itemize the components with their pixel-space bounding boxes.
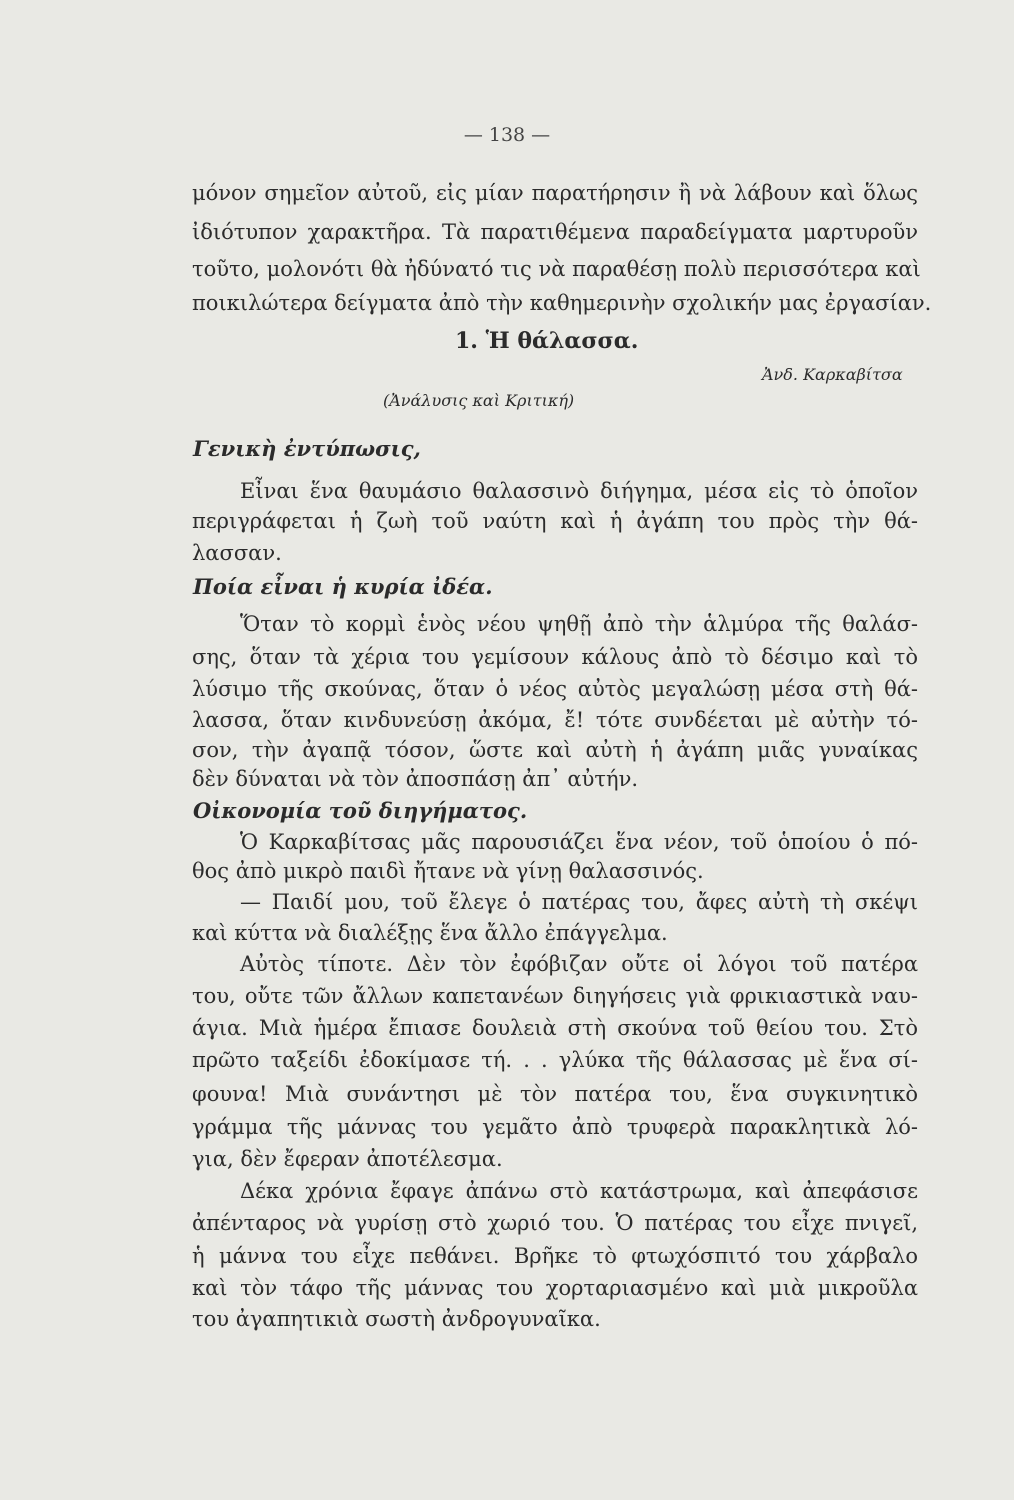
- text-line: για, δὲν ἔφεραν ἀποτέλεσμα.: [192, 1147, 503, 1171]
- text-line: περιγράφεται ἡ ζωὴ τοῦ ναύτη καὶ ἡ ἀγάπη του πρὸς τὴν θά-: [192, 509, 918, 533]
- intro-line: ποικιλώτερα δείγματα ἀπὸ τὴν καθημερινὴν σχολικήν μας ἐργασίαν.: [192, 291, 932, 315]
- text-line: ἀπένταρος νὰ γυρίσῃ στὸ χωριό του. Ὁ πατέρας του εἶχε πνιγεῖ,: [192, 1211, 918, 1235]
- section-heading-main-idea: Ποία εἶναι ἡ κυρία ἰδέα.: [193, 574, 493, 599]
- intro-line: ἰδιότυπον χαρακτῆρα. Τὰ παρατιθέμενα παραδείγματα μαρτυροῦν: [192, 220, 918, 244]
- text-line: λασσαν.: [192, 541, 282, 565]
- text-line: του, οὔτε τῶν ἄλλων καπετανέων διηγήσεις γιὰ φρικιαστικὰ ναυ-: [192, 984, 918, 1008]
- chapter-title: 1. Ἡ θάλασσα.: [455, 328, 639, 354]
- text-line: θος ἀπὸ μικρὸ παιδὶ ἤτανε νὰ γίνῃ θαλασσινός.: [192, 859, 704, 883]
- text-line: ἡ μάννα του εἶχε πεθάνει. Βρῆκε τὸ φτωχόσπιτό του χάρβαλο: [192, 1244, 918, 1268]
- intro-line: μόνον σημεῖον αὐτοῦ, εἰς μίαν παρατήρησιν ἢ νὰ λάβουν καὶ ὅλως: [192, 181, 918, 205]
- text-line: καὶ κύττα νὰ διαλέξῃς ἕνα ἄλλο ἐπάγγελμα.: [192, 921, 668, 945]
- text-line: δὲν δύναται νὰ τὸν ἀποσπάσῃ ἀπ᾽ αὐτήν.: [192, 767, 639, 791]
- text-line: λύσιμο τῆς σκούνας, ὅταν ὁ νέος αὐτὸς μεγαλώσῃ μέσα στὴ θά-: [192, 677, 918, 701]
- text-line: καὶ τὸν τάφο τῆς μάννας του χορταριασμένο καὶ μιὰ μικροῦλα: [192, 1276, 918, 1300]
- text-line: Δέκα χρόνια ἔφαγε ἀπάνω στὸ κατάστρωμα, καὶ ἀπεφάσισε: [240, 1179, 918, 1203]
- text-line: σον, τὴν ἀγαπᾷ τόσον, ὥστε καὶ αὐτὴ ἡ ἀγάπη μιᾶς γυναίκας: [192, 738, 918, 762]
- intro-line: τοῦτο, μολονότι θὰ ἠδύνατό τις νὰ παραθέσῃ πολὺ περισσότερα καὶ: [192, 257, 921, 281]
- text-line: λασσα, ὅταν κινδυνεύσῃ ἀκόμα, ἔ! τότε συνδέεται μὲ αὐτὴν τό-: [192, 708, 918, 732]
- text-line: σης, ὅταν τὰ χέρια του γεμίσουν κάλους ἀπὸ τὸ δέσιμο καὶ τὸ: [192, 645, 918, 669]
- page-number: — 138 —: [463, 124, 551, 146]
- text-line: Ὁ Καρκαβίτσας μᾶς παρουσιάζει ἕνα νέον, τοῦ ὁποίου ὁ πό-: [240, 830, 918, 854]
- author-name: Ἀνδ. Καρκαβίτσα: [762, 365, 903, 384]
- text-line: — Παιδί μου, τοῦ ἔλεγε ὁ πατέρας του, ἄφες αὐτὴ τὴ σκέψι: [240, 890, 918, 914]
- section-heading-story-structure: Οἰκονομία τοῦ διηγήματος.: [193, 798, 528, 823]
- text-line: άγια. Μιὰ ἡμέρα ἔπιασε δουλειὰ στὴ σκούνα τοῦ θείου του. Στὸ: [192, 1016, 918, 1040]
- text-line: φουνα! Μιὰ συνάντησι μὲ τὸν πατέρα του, ἕνα συγκινητικὸ: [192, 1082, 918, 1106]
- section-heading-general-impression: Γενικὴ ἐντύπωσις,: [193, 436, 421, 461]
- text-line: Ὅταν τὸ κορμὶ ἑνὸς νέου ψηθῇ ἀπὸ τὴν ἁλμύρα τῆς θαλάσ-: [240, 612, 918, 636]
- text-line: Εἶναι ἕνα θαυμάσιο θαλασσινὸ διήγημα, μέσα εἰς τὸ ὁποῖον: [240, 479, 918, 503]
- text-line: γράμμα τῆς μάννας του γεμᾶτο ἀπὸ τρυφερὰ παρακλητικὰ λό-: [192, 1115, 918, 1139]
- text-line: του ἀγαπητικιὰ σωστὴ ἀνδρογυναῖκα.: [192, 1307, 601, 1331]
- text-line: πρῶτο ταξείδι ἐδοκίμασε τή. . . γλύκα τῆς θάλασσας μὲ ἕνα σί-: [192, 1048, 918, 1072]
- chapter-subtitle: (Ἀνάλυσις καὶ Κριτική): [383, 391, 575, 410]
- text-line: Αὐτὸς τίποτε. Δὲν τὸν ἐφόβιζαν οὔτε οἱ λόγοι τοῦ πατέρα: [240, 952, 918, 976]
